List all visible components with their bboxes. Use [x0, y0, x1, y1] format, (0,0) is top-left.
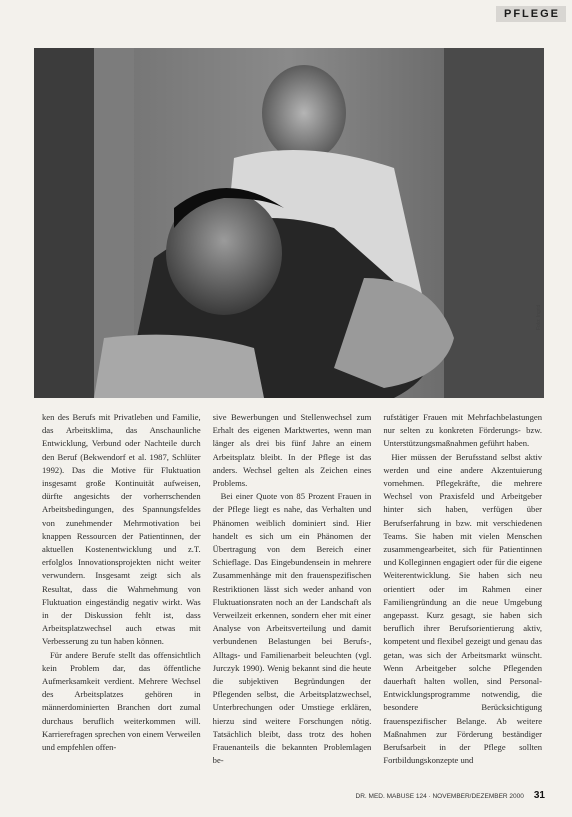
page-footer — [300, 790, 545, 801]
text-column-1 — [42, 411, 201, 783]
text-column-2 — [213, 411, 372, 783]
text-column-3 — [383, 411, 542, 783]
photo-image — [34, 48, 544, 398]
paragraph: ken des Berufs mit Privatleben und Familie, das Arbeitsklima, das Anschaunliche Entwicklung, Verbund oder Nachteile durch den Beruf (Bekwendorf et al. 1987, Schlüter 1992). Das die Motive für Fluktuation insgesamt große Kontinuität aufweisen, dürfte angesichts der vorherrschenden Arbeitsbedingungen, des Spannungsfeldes von zunehmender Mehrmotivation bei knappen Ressourcen der Patientinnen, der aktuellen Kostenentwicklung und z.T. erfolglos Innovationsprojekten nicht weiter verwundern. Insgesamt zeigt sich als Resultat, dass die Wahrnehmung von Fluktuation eingeständig negativ wirkt. Was in der Diskussion fehlt ist, dass Arbeitsplatzwechsel auch etwas mit Verbesserung zu tun haben können. — [42, 412, 201, 647]
section-tag: PFLEGE — [496, 6, 566, 22]
paragraph: rufstätiger Frauen mit Mehrfachbelastungen nur selten zu konkreten Förderungs- bzw. Unterstützungsmaßnahmen geführt haben. — [383, 412, 543, 449]
journal-line: DR. MED. MABUSE 124 · NOVEMBER/DEZEMBER 2000 — [355, 793, 524, 800]
paragraph: Hier müssen der Berufsstand selbst aktiv werden und eine andere Akzentuierung vornehmen. Pflegekräfte, die mehrere Wechsel von Praxisfeld und Arbeitgeber hinter sich haben, verfügen über Berufserfahrung in bzw. mit verschiedenen Teams. Sie haben mit vielen Menschen zusammengearbeitet, sich für Patientinnen und Kolleginnen engagiert oder für die eigene Weiterentwicklung. Sie haben sich neu orientiert oder im Rahmen einer Familiengründung an die neue Umgebung angepasst. Kurz gesagt, sie haben sich beruflich ihrer Berufsorientierung aktiv, kompetent und flexibel gezeigt und genau das getan, was sich der Arbeitsmarkt wünscht. Wenn Arbeitgeber solche Pflegenden dauerhaft halten wollen, sind Personal-Entwicklungsprogramme notwendig, die besondere Berücksichtigung frauenspezifischer Belange. Ab weitere Maßnahmen zur Förderung beständiger Berufsarbeit in der Pflege sollten Fortbildungskonzepte und — [383, 451, 543, 766]
page-number: 31 — [533, 790, 545, 801]
photo-credit: Foto: Ingrid — [536, 304, 542, 330]
paragraph: Bei einer Quote von 85 Prozent Frauen in der Pflege liegt es nahe, das Verhalten und Phänomen weiblich dominiert sind. Hier handelt es sich um ein Phänomen der Übertragung von dem Bereich einer Schieflage. Das Eingebundensein in mehrere Zusammenhänge mit den frauenspezifischen Restriktionen lässt sich weder anhand von Fluktuationsraten noch an der Landschaft als Verweilzeit erkennen, sondern eher mit einer Analyse von Arbeitsverteilung und damit verbundenen Belastungen bei Berufs-, Alltags- und Familienarbeit beleuchten (vgl. Jurczyk 1990). Wenig bekannt sind die heute die subjektiven Begründungen der Pflegenden selbst, die Arbeitsplatzwechsel, Unterbrechungen oder Umstiege erklären, hierzu sind weitere Forschungen nötig. Tatsächlich bleibt, dass trotz des hohen Frauenanteils die bekannten Problemlagen be- — [212, 491, 372, 766]
paragraph: sive Bewerbungen und Stellenwechsel zum Erhalt des eigenen Marktwertes, wenn man länger als drei bis fünf Jahre an einem Arbeitsplatz bleibt. In der Pflege ist das anders. Wechsel gelten als Zeichen eines Problems. — [212, 412, 372, 489]
article-photo — [34, 48, 544, 398]
paragraph: Für andere Berufe stellt das offensichtlich kein Problem dar, das öffentliche Aufmerksamkeit verdient. Mehrere Wechsel des Arbeitsplatzes gehören in männerdominierten Branchen dort zumal durchaus beruflich weiterkommen will. Karrierefragen sprechen von einem Verweilen und empfehlen offen- — [42, 649, 201, 753]
article-body — [42, 411, 542, 783]
